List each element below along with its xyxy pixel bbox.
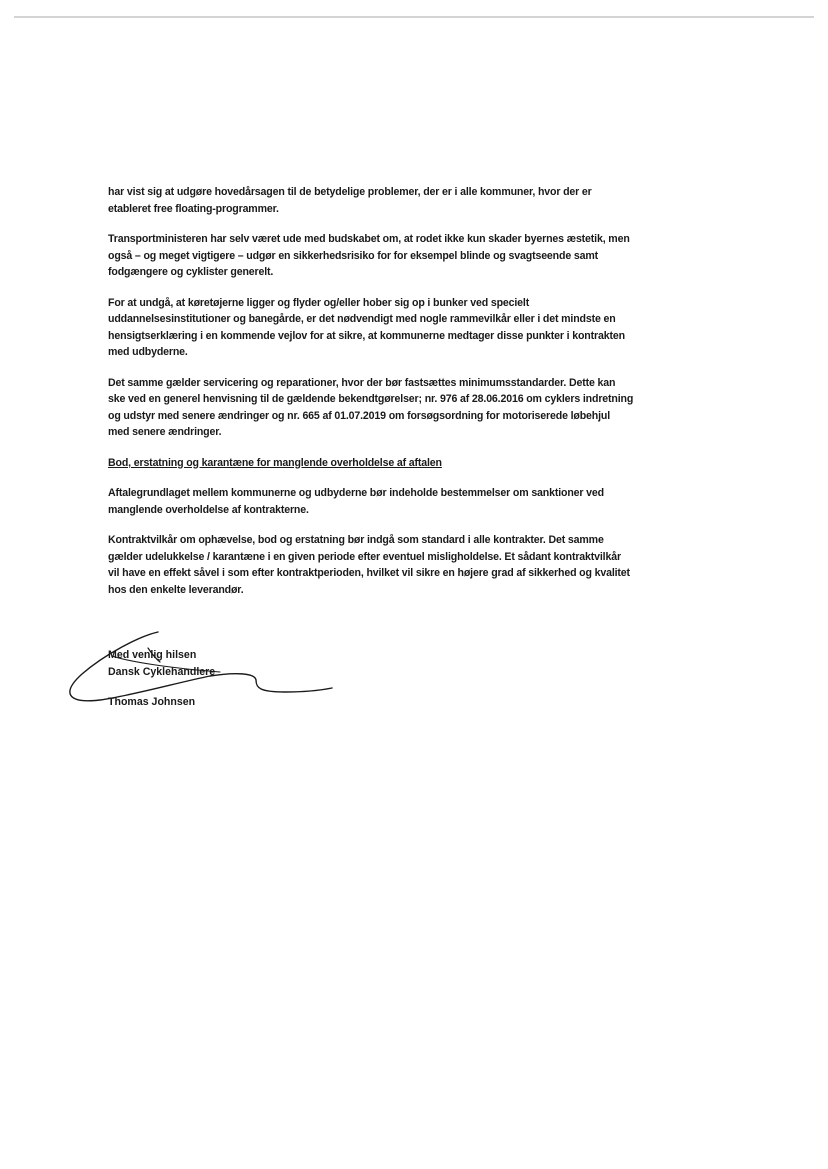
text-line: For at undgå, at køretøjerne ligger og flyder og/eller hober sig op i bunker ved specielt: [108, 296, 530, 309]
page-top-edge: [14, 16, 814, 18]
text-line: og udstyr med senere ændringer og nr. 665 af 01.07.2019 om forsøgsordning for motoriserede løbehjul: [108, 409, 611, 422]
text-line: uddannelsesinstitutioner og banegårde, er det nødvendigt med nogle rammevilkår eller i det mindste en: [108, 313, 616, 325]
paragraph: [108, 231, 698, 281]
text-line: Aftalegrundlaget mellem kommunerne og udbyderne bør indeholde bestemmelser om sanktioner ved: [108, 487, 604, 499]
paragraph: [108, 184, 698, 217]
text-line: etableret free floating-programmer.: [108, 202, 279, 215]
text-line: hos den enkelte leverandør.: [108, 583, 244, 596]
text-line: manglende overholdelse af kontrakterne.: [108, 503, 309, 516]
closing-greeting: Med venlig hilsen: [108, 649, 197, 661]
text-line: gælder udelukkelse / karantæne i en given periode efter eventuel misligholdelse. Et sådant kontraktvilkår: [108, 550, 621, 563]
text-line: Transportministeren har selv været ude med budskabet om, at rodet ikke kun skader byernes æstetik, men: [108, 233, 630, 245]
text-line: hensigtserklæring i en kommende vejlov for at sikre, at kommunerne medtager disse punkter i kontrakten: [108, 329, 625, 342]
text-line: har vist sig at udgøre hovedårsagen til de betydelige problemer, der er i alle kommuner, hvor der er: [108, 186, 592, 198]
text-line: Kontraktvilkår om ophævelse, bod og erstatning bør indgå som standard i alle kontrakter. Det samme: [108, 534, 604, 546]
text-line: fodgængere og cyklister generelt.: [108, 266, 274, 278]
paragraph: [108, 375, 698, 441]
paragraph: [108, 485, 698, 518]
text-line: Det samme gælder servicering og reparationer, hvor der bør fastsættes minimumsstandarder. Dette kan: [108, 376, 616, 389]
text-line: også – og meget vigtigere – udgør en sikkerhedsrisiko for for eksempel blinde og svagtseende samt: [108, 249, 598, 262]
handwritten-signature: [60, 626, 340, 716]
text-line: ske ved en generel henvisning til de gældende bekendtgørelser; nr. 976 af 28.06.2016 om cyklers indretning: [108, 393, 634, 405]
paragraph: [108, 295, 698, 361]
paragraph: [108, 532, 698, 598]
text-line: med senere ændringer.: [108, 426, 222, 438]
section-heading-text: Bod, erstatning og karantæne for manglende overholdelse af aftalen: [108, 456, 442, 469]
letter-body: [108, 184, 698, 612]
signer-name: Thomas Johnsen: [108, 696, 196, 708]
text-line: med udbyderne.: [108, 346, 188, 358]
section-heading: [108, 455, 698, 472]
closing-organization: Dansk Cyklehandlere: [108, 665, 216, 678]
text-line: vil have en effekt såvel i som efter kontraktperioden, hvilket vil sikre en højere grad af sikkerhed og kvalitet: [108, 567, 630, 579]
